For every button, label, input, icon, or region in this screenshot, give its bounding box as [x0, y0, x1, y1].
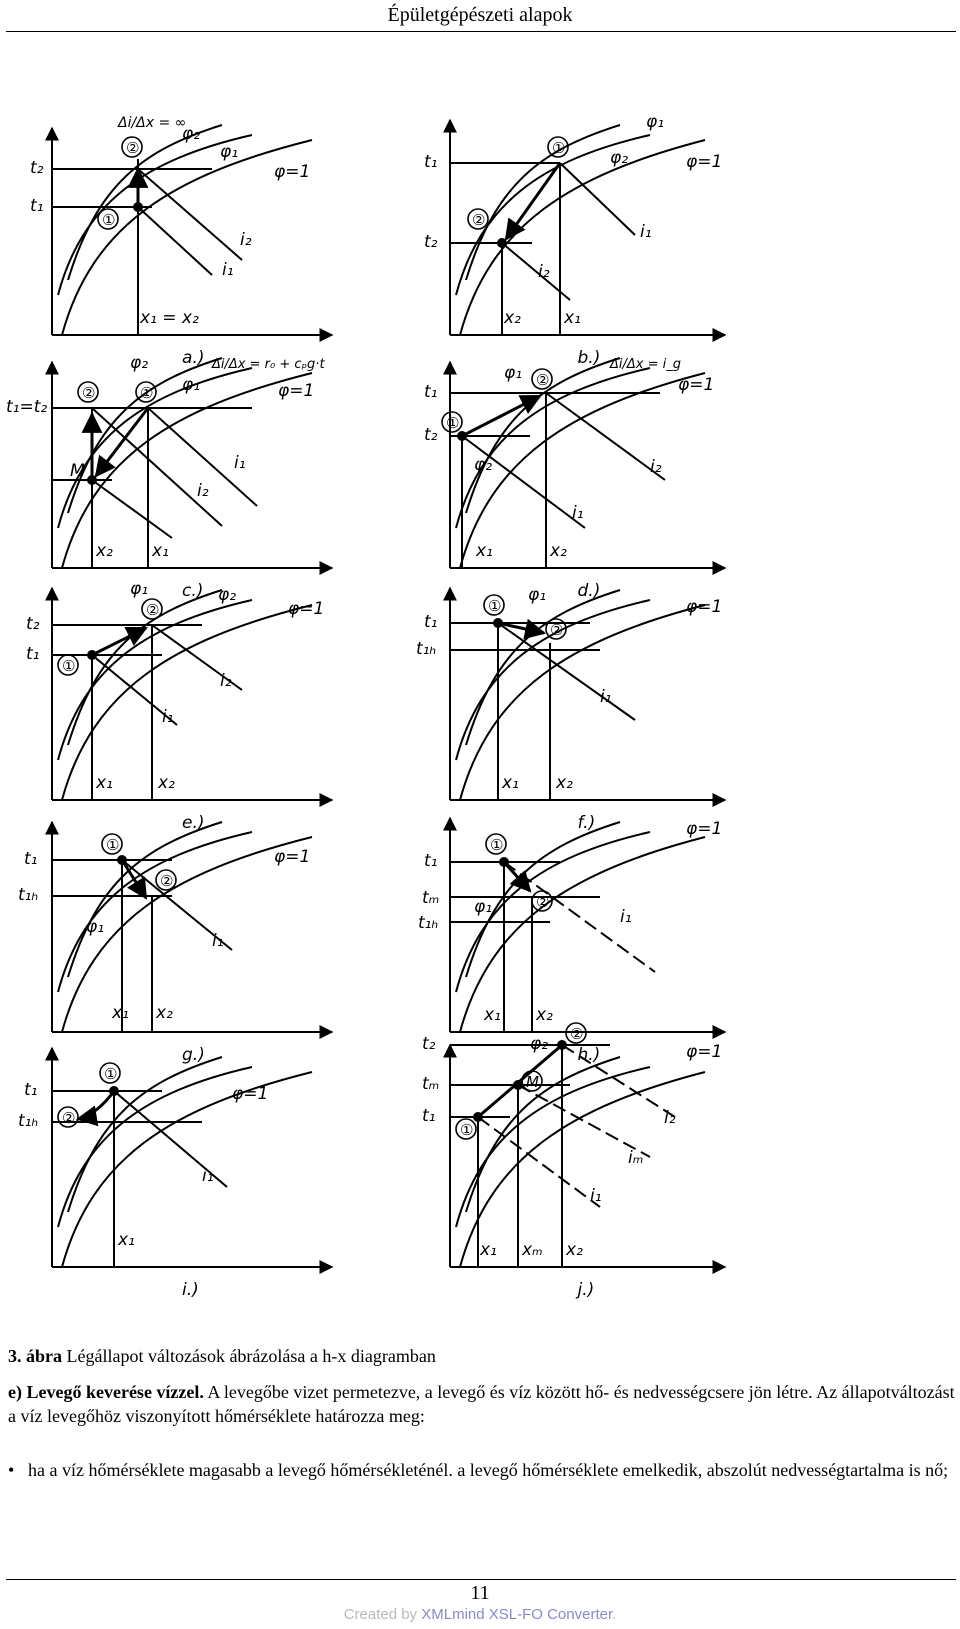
diagram-label: tₘ: [422, 1074, 440, 1094]
diagram-label: i₁: [162, 707, 174, 727]
diagram-label: φ=1: [232, 1084, 269, 1104]
diagram-label: i₁: [222, 260, 234, 280]
diagram-caption: c.): [182, 581, 204, 601]
diagram-label: i₁: [620, 907, 632, 927]
diagram-label: i₂: [538, 262, 550, 282]
diagram-label: t₁: [30, 196, 44, 216]
diagram-label: iₘ: [628, 1148, 644, 1168]
phi-curve: [466, 125, 620, 280]
diagram-label: x₁: [112, 1003, 129, 1023]
phi-saturation-curve: [62, 1072, 312, 1267]
diagram-label: φ₁: [646, 112, 665, 132]
diagram-label: i₁: [572, 503, 584, 523]
i-line: [92, 480, 172, 538]
diagram-label: x₂: [96, 541, 113, 561]
diagram-label: t₁ₕ: [416, 639, 437, 659]
slope-label: Δi/Δx = r₀ + cₚg·t: [212, 357, 325, 372]
i-line: [498, 623, 635, 720]
state-number: ①: [106, 836, 120, 854]
phi-saturation-curve: [460, 140, 705, 335]
page-number: 11: [470, 1582, 490, 1604]
state-number: ①: [446, 414, 460, 432]
diagram-label: t₁: [422, 1106, 436, 1126]
state-number: ①: [490, 836, 504, 854]
diagram-label: x₁ = x₂: [140, 308, 199, 328]
diagram-label: t₂: [422, 1034, 436, 1054]
diagram-label: x₂: [550, 541, 567, 561]
diagram-label: x₂: [566, 1240, 583, 1260]
diagram-label: φ₂: [130, 353, 149, 373]
diagram-caption: a.): [182, 348, 205, 368]
state-number: ②: [472, 211, 486, 229]
diagram-label: x₁: [480, 1240, 497, 1260]
diagram-label: t₁ₕ: [18, 1111, 39, 1131]
process-arrow: [92, 628, 146, 655]
state-number: ②: [82, 384, 96, 402]
creator-prefix: Created by: [343, 1606, 422, 1623]
diagram-label: x₂: [156, 1003, 173, 1023]
figure-number: 3. ábra: [8, 1346, 62, 1366]
diagram-label: t₁: [24, 849, 38, 869]
mixing-point-label: M: [70, 461, 85, 481]
diagram-label: i₂: [240, 230, 252, 250]
diagram-label: t₁: [26, 644, 40, 664]
diagram-label: φ=1: [686, 152, 723, 172]
section-text: A levegőbe vizet permetezve, a levegő és víz között hő- és nedvességcsere jön létre. Az állapotváltozást a víz levegőhöz viszonyított hőmérséklete határozza meg:: [8, 1382, 955, 1426]
diagram-label: x₁: [502, 773, 519, 793]
state-number: ②: [160, 872, 174, 890]
phi-saturation-curve: [460, 605, 705, 800]
bullet-marker: •: [8, 1460, 15, 1480]
diagram-label: t₁: [424, 851, 438, 871]
diagram-label: x₁: [476, 541, 493, 561]
diagram-label: t₁: [424, 612, 438, 632]
diagram-label: t₂: [424, 232, 438, 252]
diagram-a: [30, 115, 332, 368]
diagram-label: i₁: [202, 1166, 214, 1186]
state-number: ②: [126, 139, 140, 157]
diagram-b: [424, 112, 725, 368]
diagram-label: t₂: [30, 158, 44, 178]
i-line: [562, 1045, 675, 1117]
section-paragraph: [8, 1380, 956, 1428]
state-number: ②: [570, 1025, 584, 1043]
diagram-caption: i.): [182, 1280, 199, 1300]
i-line: [504, 862, 655, 972]
diagram-label: φ=1: [686, 597, 723, 617]
diagram-label: x₁: [484, 1005, 501, 1025]
diagram-label: x₁: [152, 541, 169, 561]
diagram-label: φ₁: [528, 585, 547, 605]
diagram-label: i₁: [590, 1186, 602, 1206]
state-number: ①: [102, 211, 116, 229]
diagram-caption: d.): [577, 581, 601, 601]
diagram-label: i₂: [650, 457, 662, 477]
diagram-label: i₁: [234, 453, 246, 473]
diagram-label: x₁: [118, 1230, 135, 1250]
diagram-caption: f.): [577, 813, 596, 833]
slope-label: Δi/Δx = i_g: [610, 357, 681, 372]
diagram-label: i₂: [197, 481, 209, 501]
diagram-label: i₂: [220, 671, 232, 691]
state-number: ②: [146, 601, 160, 619]
creator-suffix: .: [612, 1606, 617, 1623]
diagram-label: i₂: [664, 1108, 676, 1128]
diagram-label: t₁ₕ: [18, 885, 39, 905]
figure-caption-text: Légállapot változások ábrázolása a h-x diagramban: [62, 1346, 436, 1366]
diagram-label: t₁: [424, 152, 438, 172]
diagram-label: xₘ: [522, 1240, 543, 1260]
diagram-label: φ₁: [86, 917, 105, 937]
i-line: [138, 207, 212, 275]
diagram-label: t₁ₕ: [418, 913, 439, 933]
diagram-caption: h.): [577, 1045, 601, 1065]
i-line: [478, 1117, 600, 1207]
diagram-label: tₘ: [422, 888, 440, 908]
diagram-c: [6, 353, 332, 601]
diagram-label: x₂: [158, 773, 175, 793]
diagram-f: [416, 585, 725, 833]
diagram-label: φ₁: [220, 142, 239, 162]
diagram-label: φ=1: [686, 819, 723, 839]
diagram-g: [18, 822, 332, 1065]
page-header-title: Épületgépészeti alapok: [387, 4, 573, 26]
process-arrow: [504, 862, 530, 891]
bullet-text: ha a víz hőmérséklete magasabb a levegő hőmérsékleténél. a levegő hőmérséklete emelkedik, abszolút nedvességtartalma is nő;: [28, 1460, 949, 1480]
state-number: ②: [536, 893, 550, 911]
diagram-label: φ₂: [530, 1034, 549, 1054]
creator-link[interactable]: XMLmind XSL-FO Converter: [421, 1606, 613, 1623]
diagram-d: [424, 357, 725, 601]
diagram-label: φ=1: [278, 381, 315, 401]
footer-rule: [6, 1579, 956, 1580]
state-number: ①: [460, 1121, 474, 1139]
phi-saturation-curve: [460, 837, 705, 1032]
figure-caption: [8, 1346, 436, 1367]
diagram-j: [422, 1023, 725, 1300]
diagram-label: t₁=t₂: [6, 397, 48, 417]
phi-curve: [456, 1067, 650, 1227]
state-point: [458, 432, 466, 440]
state-point: [110, 1087, 118, 1095]
state-point: [118, 856, 126, 864]
slope-label: Δi/Δx = ∞: [118, 115, 187, 131]
diagram-label: φ₁: [504, 363, 523, 383]
diagram-label: t₁: [24, 1080, 38, 1100]
state-number: ②: [62, 1109, 76, 1127]
state-point: [88, 476, 96, 484]
diagram-caption: e.): [182, 813, 205, 833]
state-number: ②: [536, 371, 550, 389]
phi-curve: [58, 832, 252, 992]
process-arrow: [78, 1091, 114, 1119]
state-number: ①: [140, 384, 154, 402]
section-title: e) Levegő keverése vízzel.: [8, 1382, 204, 1402]
state-point: [134, 203, 142, 211]
diagram-label: x₁: [96, 773, 113, 793]
diagram-label: φ₁: [474, 897, 493, 917]
diagram-i: [18, 1048, 332, 1300]
diagram-label: φ₁: [130, 579, 149, 599]
diagram-e: [26, 579, 332, 833]
phi-saturation-curve: [62, 605, 312, 800]
diagram-label: φ=1: [274, 847, 311, 867]
diagram-label: t₂: [424, 425, 438, 445]
i-line: [92, 408, 222, 526]
diagram-label: i₁: [640, 222, 652, 242]
diagram-label: φ=1: [686, 1042, 723, 1062]
diagram-label: φ₂: [218, 585, 237, 605]
diagram-label: φ=1: [288, 599, 325, 619]
diagram-label: x₂: [536, 1005, 553, 1025]
diagram-label: φ₂: [474, 455, 493, 475]
diagram-label: φ₁: [182, 375, 201, 395]
phi-curve: [68, 125, 222, 280]
diagram-label: x₂: [504, 308, 521, 328]
diagram-label: x₁: [564, 308, 581, 328]
state-point: [498, 239, 506, 247]
diagram-caption: b.): [577, 348, 601, 368]
process-arrow: [506, 163, 560, 239]
diagram-label: φ=1: [678, 375, 715, 395]
diagram-label: φ=1: [274, 162, 311, 182]
state-point: [500, 858, 508, 866]
phi-curve: [68, 822, 222, 977]
diagram-caption: j.): [577, 1280, 595, 1300]
i-line: [560, 163, 635, 235]
state-number: ①: [62, 657, 76, 675]
state-point: [494, 619, 502, 627]
state-number: ①: [488, 597, 502, 615]
diagram-caption: g.): [182, 1045, 205, 1065]
diagram-label: i₁: [212, 931, 224, 951]
diagram-label: t₂: [26, 614, 40, 634]
state-number: M: [526, 1073, 539, 1091]
diagram-label: φ₂: [182, 124, 201, 144]
diagram-label: x₂: [556, 773, 573, 793]
state-point: [88, 651, 96, 659]
phi-curve: [68, 1057, 222, 1212]
diagram-label: i₁: [600, 687, 612, 707]
state-number: ①: [552, 139, 566, 157]
state-number: ②: [550, 621, 564, 639]
creator-credit: [0, 1606, 960, 1623]
process-arrow: [462, 396, 540, 436]
state-number: ①: [104, 1065, 118, 1083]
diagram-label: t₁: [424, 382, 438, 402]
diagram-label: φ₂: [610, 148, 629, 168]
phi-saturation-curve: [460, 373, 705, 568]
